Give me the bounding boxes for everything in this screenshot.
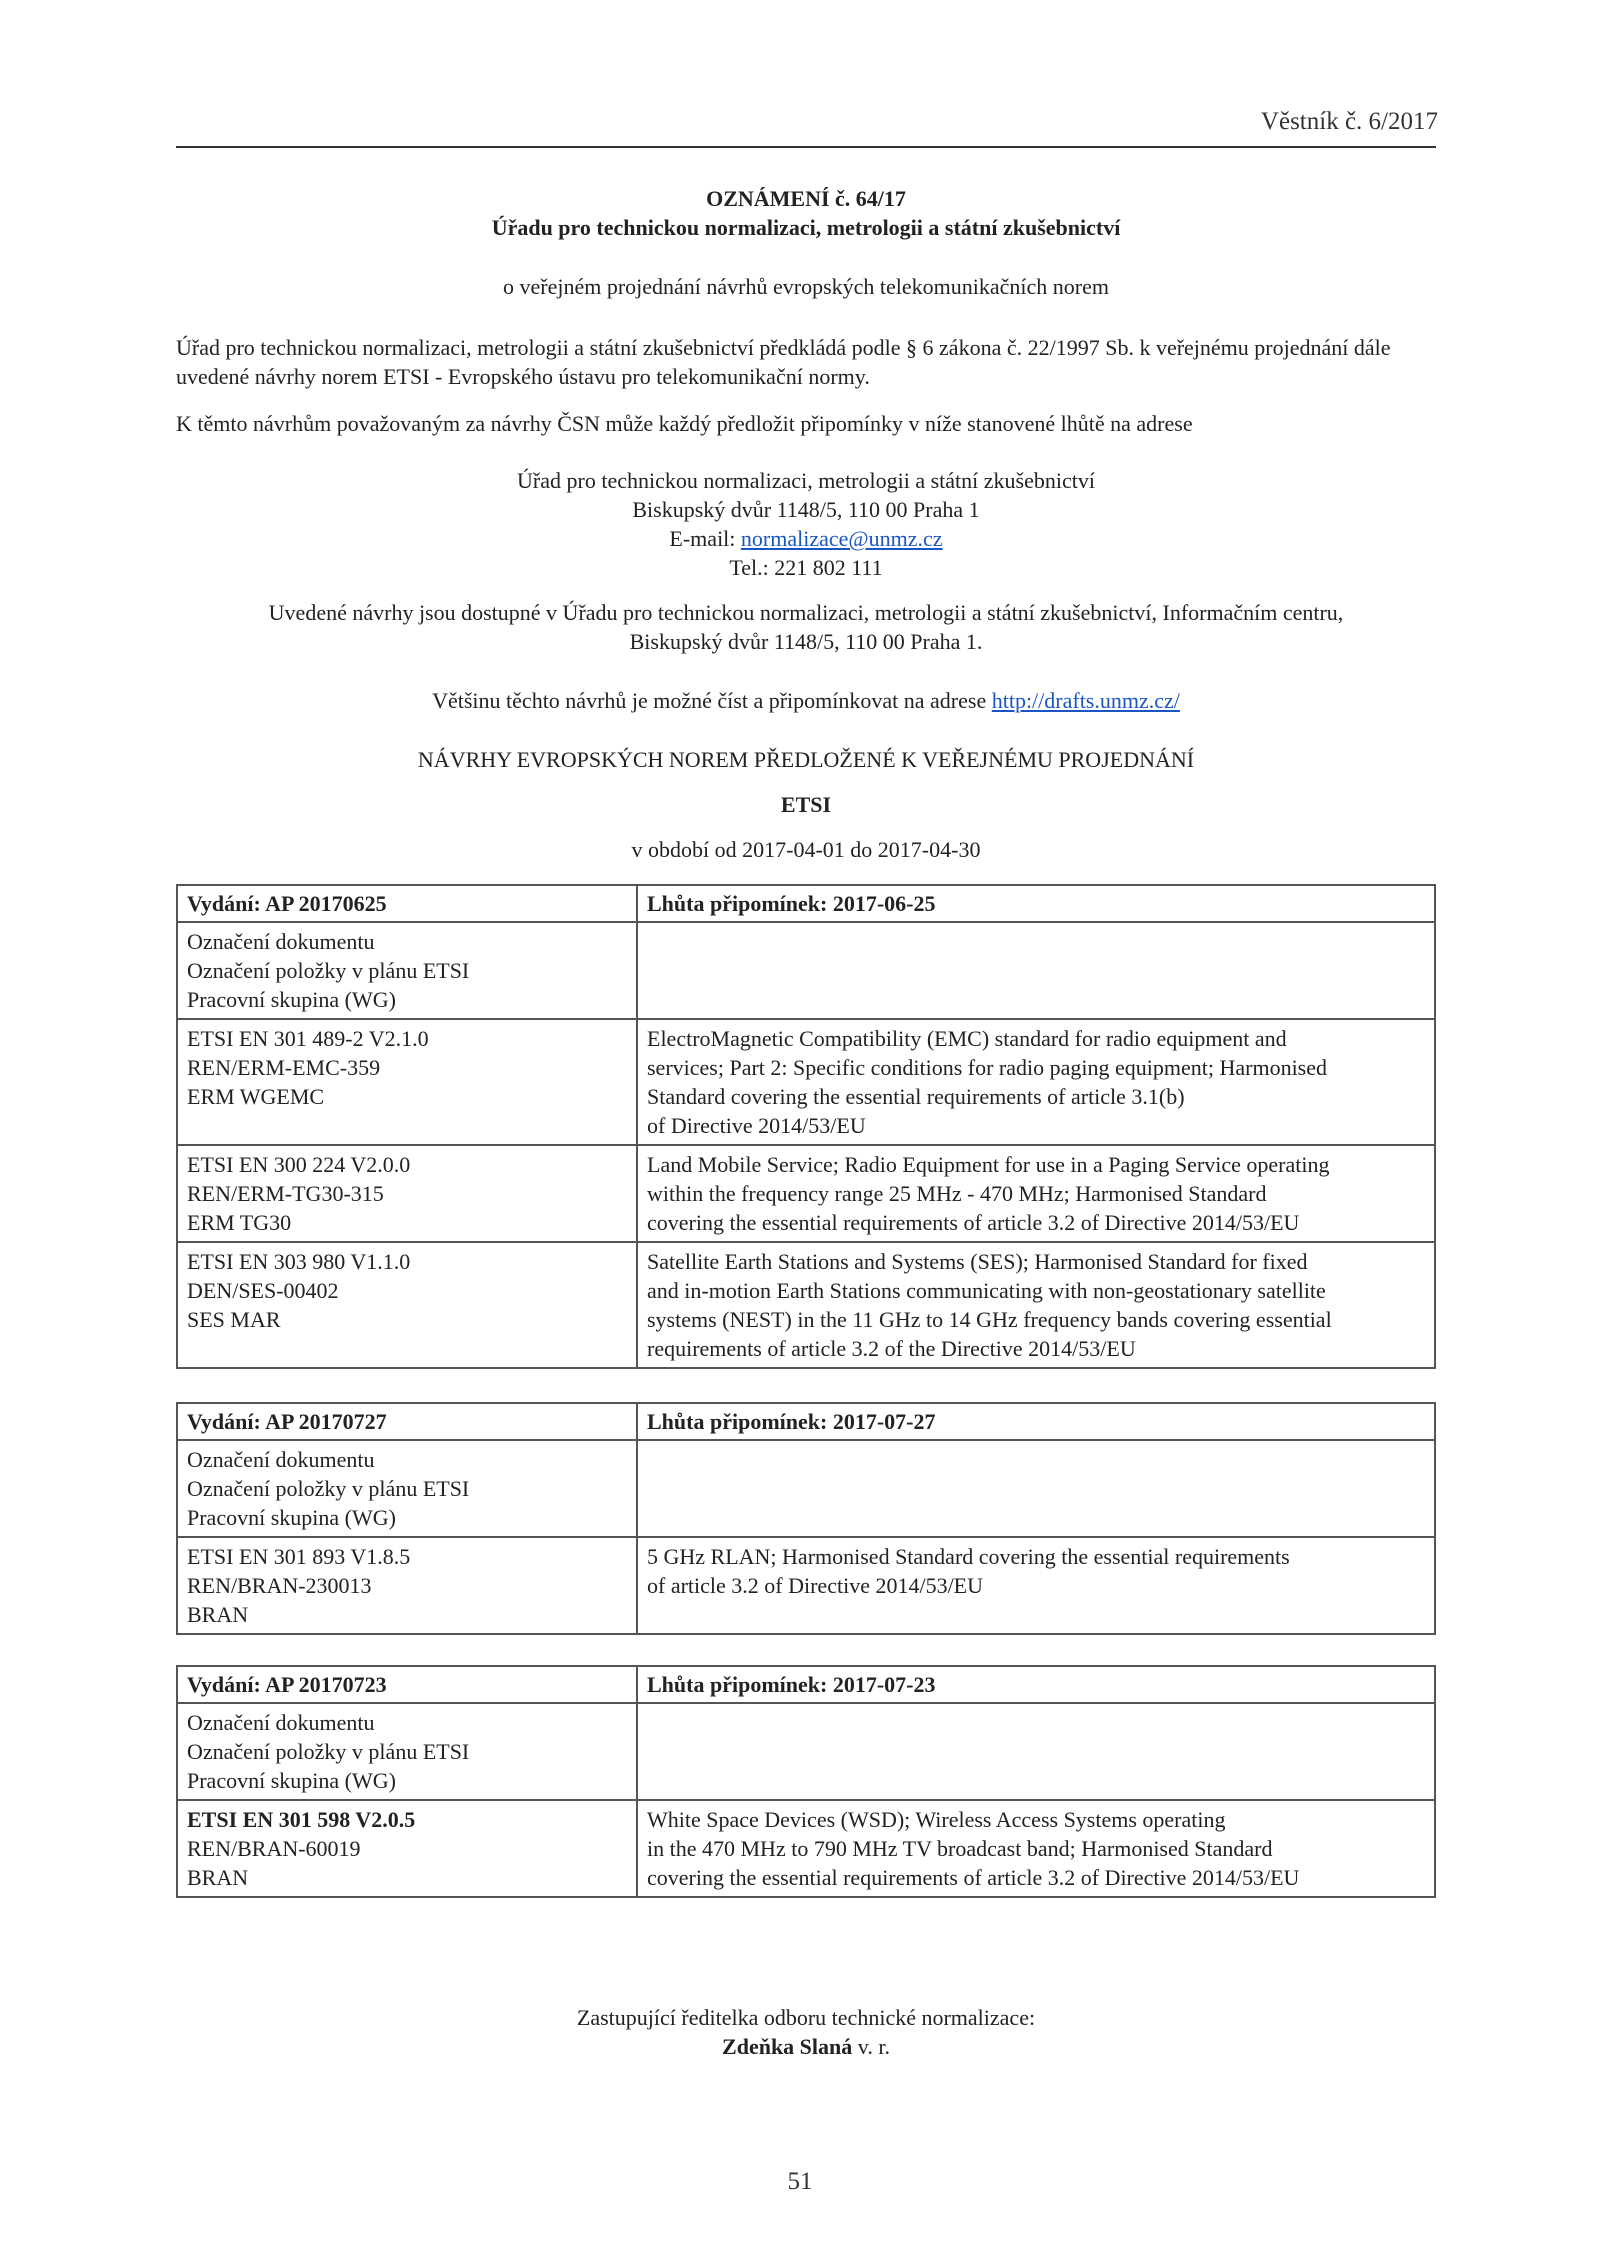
- standard-ids-cell: [177, 1537, 637, 1634]
- description-line: in the 470 MHz to 790 MHz TV broadcast band; Harmonised Standard: [647, 1836, 1273, 1861]
- standard-description: [637, 1537, 1435, 1634]
- address-line2: Biskupský dvůr 1148/5, 110 00 Praha 1: [632, 497, 980, 522]
- availability-line2: Biskupský dvůr 1148/5, 110 00 Praha 1.: [629, 629, 983, 654]
- description-line: of Directive 2014/53/EU: [647, 1113, 866, 1138]
- description-line: services; Part 2: Specific conditions for radio paging equipment; Harmonised: [647, 1055, 1328, 1080]
- drafts-link[interactable]: http://drafts.unmz.cz/: [991, 688, 1180, 713]
- label-plan-item: Označení položky v plánu ETSI: [187, 1739, 470, 1764]
- issue-cell: Vydání: AP 20170727: [177, 1403, 637, 1440]
- plan-item-id: REN/BRAN-230013: [187, 1573, 372, 1598]
- column-labels-row: [177, 1703, 1435, 1800]
- signature-name-line: [176, 2032, 1436, 2061]
- empty-cell: [637, 922, 1435, 1019]
- description-line: White Space Devices (WSD); Wireless Access Systems operating: [647, 1807, 1226, 1832]
- online-text: Většinu těchto návrhů je možné číst a připomínkovat na adrese: [432, 688, 992, 713]
- document-id: ETSI EN 301 598 V2.0.5: [187, 1807, 416, 1832]
- intro-paragraph: Úřad pro technickou normalizaci, metrologii a státní zkušebnictví předkládá podle § 6 zákona č. 22/1997 Sb. k veřejnému projednání dále uvedené návrhy norem ETSI - Evropského ústavu pro telekomunikační normy.: [176, 335, 1391, 389]
- working-group: SES MAR: [187, 1307, 281, 1332]
- table-row: [177, 1800, 1435, 1897]
- description-line: systems (NEST) in the 11 GHz to 14 GHz frequency bands covering essential: [647, 1307, 1332, 1332]
- table-header-row: [177, 885, 1435, 922]
- description-line: covering the essential requirements of article 3.2 of Directive 2014/53/EU: [647, 1210, 1300, 1235]
- label-document: Označení dokumentu: [187, 929, 375, 954]
- notice-title: OZNÁMENÍ č. 64/17: [706, 186, 906, 211]
- column-labels-row: [177, 1440, 1435, 1537]
- issue-cell: Vydání: AP 20170625: [177, 885, 637, 922]
- email-link[interactable]: normalizace@unmz.cz: [740, 526, 943, 551]
- deadline-cell: Lhůta připomínek: 2017-07-23: [637, 1666, 1435, 1703]
- label-working-group: Pracovní skupina (WG): [187, 987, 396, 1012]
- comments-paragraph: K těmto návrhům považovaným za návrhy ČSN může každý předložit připomínky v níže stanovené lhůtě na adrese: [176, 411, 1193, 436]
- description-line: within the frequency range 25 MHz - 470 MHz; Harmonised Standard: [647, 1181, 1267, 1206]
- working-group: ERM TG30: [187, 1210, 292, 1235]
- document-id: ETSI EN 301 893 V1.8.5: [187, 1544, 411, 1569]
- email-label: E-mail:: [669, 526, 741, 551]
- table-row: [177, 1019, 1435, 1145]
- document-id: ETSI EN 301 489-2 V2.1.0: [187, 1026, 429, 1051]
- standard-description: [637, 1800, 1435, 1897]
- label-document: Označení dokumentu: [187, 1710, 375, 1735]
- notice-subject: o veřejném projednání návrhů evropských telekomunikačních norem: [502, 274, 1110, 299]
- standard-ids-cell: [177, 1145, 637, 1242]
- document-id: ETSI EN 300 224 V2.0.0: [187, 1152, 411, 1177]
- signature-role: Zastupující ředitelka odboru technické normalizace:: [576, 2005, 1036, 2030]
- standard-description: [637, 1019, 1435, 1145]
- empty-cell: [637, 1703, 1435, 1800]
- availability-block: [176, 598, 1436, 656]
- label-plan-item: Označení položky v plánu ETSI: [187, 958, 470, 983]
- address-line1: Úřad pro technickou normalizaci, metrologii a státní zkušebnictví: [517, 468, 1095, 493]
- bulletin-header: Věstník č. 6/2017: [1260, 108, 1438, 135]
- standard-ids-cell: [177, 1242, 637, 1368]
- signature-block: [176, 2003, 1436, 2061]
- notice-office: Úřadu pro technickou normalizaci, metrologii a státní zkušebnictví: [491, 215, 1121, 240]
- notice-table-1: [176, 884, 1436, 1369]
- section-heading: NÁVRHY EVROPSKÝCH NOREM PŘEDLOŽENÉ K VEŘEJNÉMU PROJEDNÁNÍ: [417, 747, 1195, 772]
- column-labels-row: [177, 922, 1435, 1019]
- plan-item-id: REN/BRAN-60019: [187, 1836, 361, 1861]
- description-line: 5 GHz RLAN; Harmonised Standard covering the essential requirements: [647, 1544, 1290, 1569]
- section-period: v období od 2017-04-01 do 2017-04-30: [631, 837, 981, 862]
- signature-name: Zdeňka Slaná: [722, 2034, 853, 2059]
- page-number: 51: [787, 2168, 813, 2195]
- address-block: [176, 466, 1436, 582]
- working-group: BRAN: [187, 1602, 249, 1627]
- working-group: BRAN: [187, 1865, 249, 1890]
- column-labels-cell: [177, 1703, 637, 1800]
- header-rule: [176, 146, 1436, 148]
- table-header-row: [177, 1666, 1435, 1703]
- standard-description: [637, 1242, 1435, 1368]
- notice-table-3: [176, 1665, 1436, 1898]
- column-labels-cell: [177, 922, 637, 1019]
- description-line: and in-motion Earth Stations communicating with non-geostationary satellite: [647, 1278, 1326, 1303]
- deadline-cell: Lhůta připomínek: 2017-06-25: [637, 885, 1435, 922]
- description-line: Standard covering the essential requirements of article 3.1(b): [647, 1084, 1185, 1109]
- standard-ids-cell: [177, 1800, 637, 1897]
- plan-item-id: REN/ERM-TG30-315: [187, 1181, 384, 1206]
- description-line: Land Mobile Service; Radio Equipment for use in a Paging Service operating: [647, 1152, 1330, 1177]
- description-line: ElectroMagnetic Compatibility (EMC) standard for radio equipment and: [647, 1026, 1287, 1051]
- standard-description: [637, 1145, 1435, 1242]
- description-line: requirements of article 3.2 of the Directive 2014/53/EU: [647, 1336, 1136, 1361]
- address-email: [176, 524, 1436, 553]
- standard-ids-cell: [177, 1019, 637, 1145]
- address-phone: Tel.: 221 802 111: [729, 555, 883, 580]
- section-org: ETSI: [780, 792, 832, 817]
- description-line: covering the essential requirements of article 3.2 of Directive 2014/53/EU: [647, 1865, 1300, 1890]
- empty-cell: [637, 1440, 1435, 1537]
- table-header-row: [177, 1403, 1435, 1440]
- availability-line1: Uvedené návrhy jsou dostupné v Úřadu pro technickou normalizaci, metrologii a státní zkušebnictví, Informačním centru,: [268, 600, 1344, 625]
- plan-item-id: REN/ERM-EMC-359: [187, 1055, 381, 1080]
- column-labels-cell: [177, 1440, 637, 1537]
- online-line: [176, 686, 1436, 715]
- deadline-cell: Lhůta připomínek: 2017-07-27: [637, 1403, 1435, 1440]
- notice-table-2: [176, 1402, 1436, 1635]
- document-id: ETSI EN 303 980 V1.1.0: [187, 1249, 411, 1274]
- working-group: ERM WGEMC: [187, 1084, 325, 1109]
- description-line: Satellite Earth Stations and Systems (SES); Harmonised Standard for fixed: [647, 1249, 1308, 1274]
- label-working-group: Pracovní skupina (WG): [187, 1768, 396, 1793]
- label-document: Označení dokumentu: [187, 1447, 375, 1472]
- plan-item-id: DEN/SES-00402: [187, 1278, 339, 1303]
- description-line: of article 3.2 of Directive 2014/53/EU: [647, 1573, 984, 1598]
- label-working-group: Pracovní skupina (WG): [187, 1505, 396, 1530]
- table-row: [177, 1242, 1435, 1368]
- table-row: [177, 1537, 1435, 1634]
- signature-suffix: v. r.: [852, 2034, 890, 2059]
- issue-cell: Vydání: AP 20170723: [177, 1666, 637, 1703]
- table-row: [177, 1145, 1435, 1242]
- label-plan-item: Označení položky v plánu ETSI: [187, 1476, 470, 1501]
